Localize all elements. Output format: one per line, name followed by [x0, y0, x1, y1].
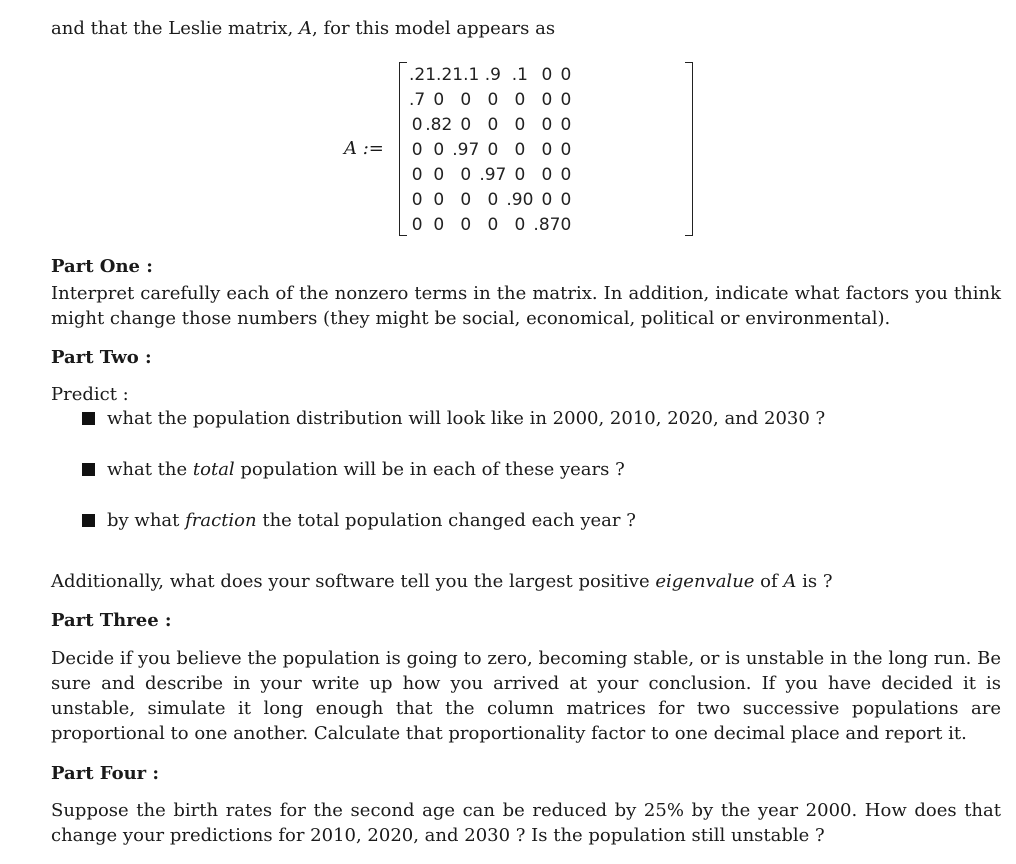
matrix-row [409, 112, 571, 137]
matrix-cell: 0 [433, 164, 445, 185]
matrix-label: A := [344, 138, 384, 159]
part-four-title: Part Four : [51, 763, 160, 784]
matrix-grid [409, 62, 571, 237]
matrix-cell: 0 [411, 139, 423, 160]
matrix-row [409, 137, 571, 162]
matrix-cell: 0 [560, 89, 572, 110]
part-one-body: Interpret carefully each of the nonzero terms in the matrix. In addition, indicate what factors you think might change those numbers (they might be social, economical, political or environmental). [51, 283, 1001, 329]
matrix-cell: 0 [560, 164, 572, 185]
matrix-right-bracket [685, 62, 693, 236]
matrix-cell: 0 [487, 139, 499, 160]
eigen-text: Additionally, what does your software tell you the largest positive [51, 571, 656, 592]
matrix-cell: 0 [514, 139, 526, 160]
matrix-cell: 0 [433, 189, 445, 210]
part-three-body: Decide if you believe the population is going to zero, becoming stable, or is unstable in the long run. Be sure and describe in your write up how you arrived at your conclusion. If you have decided it is unstable, simulate it long enough that the column matrices for two successive populations are proportional to one another. Calculate that proportionality factor to one decimal place and report it. [51, 648, 1001, 744]
matrix-cell: 0 [487, 114, 499, 135]
matrix-cell: 0 [411, 214, 423, 235]
matrix-cell: 0 [560, 139, 572, 160]
matrix-row [409, 187, 571, 212]
matrix-cell: .90 [506, 189, 534, 210]
matrix-cell: 0 [514, 89, 526, 110]
matrix-row [409, 212, 571, 237]
matrix-cell: .9 [484, 64, 501, 85]
matrix-cell: 0 [433, 214, 445, 235]
matrix-cell: 0 [514, 214, 526, 235]
matrix-cell: 0 [560, 64, 572, 85]
matrix-cell: 0 [411, 164, 423, 185]
part-four-body: Suppose the birth rates for the second age can be reduced by 25% by the year 2000. How does that change your predictions for 2010, 2020, and 2030 ? Is the population still unstable ? [51, 800, 1001, 846]
bullet-text: what the population distribution will look like in 2000, 2010, 2020, and 2030 ? [107, 408, 826, 429]
matrix-left-bracket [399, 62, 407, 236]
bullet-emphasis: total [192, 459, 235, 480]
list-item [82, 509, 636, 533]
matrix-cell: 0 [560, 189, 572, 210]
intro-line [51, 17, 555, 41]
matrix-cell: 0 [460, 214, 472, 235]
matrix-cell: 0 [541, 89, 553, 110]
matrix-row [409, 162, 571, 187]
bullet-text: what the [107, 459, 193, 480]
square-bullet-icon [82, 412, 95, 425]
predict-label: Predict : [51, 384, 129, 405]
square-bullet-icon [82, 514, 95, 527]
matrix-cell: 0 [541, 139, 553, 160]
matrix-cell: 0 [514, 164, 526, 185]
matrix-cell: 0 [487, 189, 499, 210]
eigen-emphasis: eigenvalue [655, 571, 755, 592]
matrix-cell: 0 [411, 189, 423, 210]
matrix-cell: 0 [560, 214, 572, 235]
matrix-row [409, 87, 571, 112]
matrix-cell: 0 [487, 214, 499, 235]
matrix-cell: .97 [452, 139, 480, 160]
bullet-emphasis: fraction [185, 510, 257, 531]
eigen-var: A [783, 571, 797, 592]
eigenvalue-question [51, 570, 833, 594]
part-one-title: Part One : [51, 256, 153, 277]
matrix-cell: 0 [433, 139, 445, 160]
list-item [82, 407, 825, 431]
part-two-title: Part Two : [51, 347, 152, 368]
part-three-title: Part Three : [51, 610, 172, 631]
eigen-text: is ? [796, 571, 833, 592]
matrix-cell: .82 [425, 114, 453, 135]
square-bullet-icon [82, 463, 95, 476]
matrix-cell: .7 [409, 89, 426, 110]
intro-var: A [299, 18, 313, 39]
matrix-cell: .2 [409, 64, 426, 85]
eigen-text: of [754, 571, 784, 592]
matrix-cell: .87 [533, 214, 561, 235]
matrix-cell: 0 [460, 89, 472, 110]
matrix-cell: .97 [479, 164, 507, 185]
matrix-cell: 0 [541, 64, 553, 85]
matrix-cell: 0 [411, 114, 423, 135]
matrix-cell: 0 [541, 114, 553, 135]
intro-text-after: , for this model appears as [312, 18, 556, 39]
matrix-cell: 0 [433, 89, 445, 110]
matrix-cell: 0 [541, 164, 553, 185]
intro-text-before: and that the Leslie matrix, [51, 18, 300, 39]
matrix-cell: 1.1 [452, 64, 480, 85]
matrix-cell: 0 [460, 164, 472, 185]
matrix-cell: 0 [487, 89, 499, 110]
matrix-cell: 0 [514, 114, 526, 135]
bullet-text: the total population changed each year ? [256, 510, 636, 531]
bullet-text: population will be in each of these years ? [234, 459, 625, 480]
matrix-cell: .1 [511, 64, 529, 85]
matrix-cell: 0 [460, 189, 472, 210]
matrix-cell: 1.2 [425, 64, 453, 85]
bullet-text: by what [107, 510, 186, 531]
matrix-cell: 0 [460, 114, 472, 135]
matrix-cell: 0 [560, 114, 572, 135]
list-item [82, 458, 625, 482]
matrix-cell: 0 [541, 189, 553, 210]
matrix-row [409, 62, 571, 87]
